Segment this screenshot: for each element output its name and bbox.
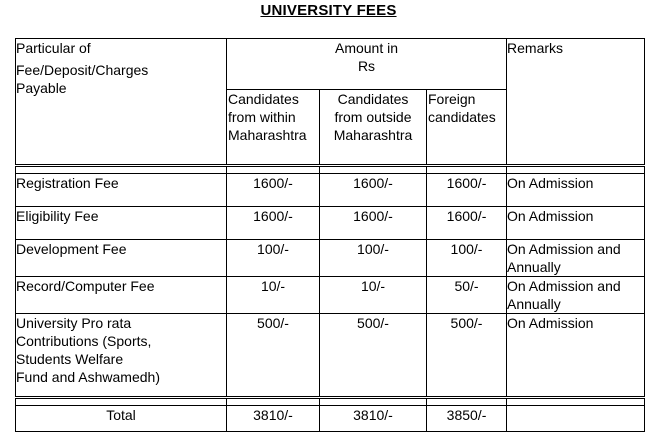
- outside-cell: 500/-: [320, 314, 427, 398]
- within-cell: 10/-: [227, 277, 320, 314]
- particular-line-3: Students Welfare: [16, 351, 124, 367]
- remarks-cell: [507, 240, 645, 277]
- remarks-cell: On Admission: [507, 314, 645, 398]
- total-label: Total: [16, 406, 227, 432]
- remarks-header: Remarks: [507, 39, 645, 166]
- particular-header-line-2: Fee/Deposit/Charges: [16, 62, 149, 78]
- remarks-line-1: On Admission and: [507, 241, 621, 257]
- within-cell: 100/-: [227, 240, 320, 277]
- foreign-header-line-2: candidates: [428, 109, 496, 125]
- foreign-cell: 100/-: [427, 240, 507, 277]
- amount-header-line-2: Rs: [357, 58, 376, 74]
- total-outside: 3810/-: [320, 406, 427, 432]
- foreign-header-line-1: Foreign: [428, 91, 476, 107]
- total-remarks-cell: [507, 406, 645, 432]
- particular-cell: [16, 314, 227, 398]
- particular-header-line-1: Particular of: [16, 40, 91, 56]
- outside-header-line-1: Candidates: [337, 91, 409, 107]
- outside-header-line-2: from outside: [334, 109, 412, 125]
- amount-header-line-1: Amount in: [334, 40, 399, 56]
- within-header: [227, 90, 320, 166]
- table-row: [16, 174, 645, 207]
- foreign-cell: 1600/-: [427, 174, 507, 207]
- particular-cell: Record/Computer Fee: [16, 277, 227, 314]
- total-foreign: 3850/-: [427, 406, 507, 432]
- within-cell: 1600/-: [227, 174, 320, 207]
- particular-line-4: Fund and Ashwamedh): [16, 369, 160, 385]
- remarks-cell: On Admission: [507, 207, 645, 240]
- particular-line-2: Contributions (Sports,: [16, 333, 152, 349]
- within-cell: 1600/-: [227, 207, 320, 240]
- within-header-line-2: from within: [228, 109, 296, 125]
- remarks-line-2: Annually: [507, 296, 561, 312]
- outside-cell: 1600/-: [320, 174, 427, 207]
- total-within: 3810/-: [227, 406, 320, 432]
- particular-header: [16, 39, 227, 166]
- header-row: [16, 39, 645, 90]
- total-row: [16, 406, 645, 432]
- within-header-line-3: Maharashtra: [228, 127, 307, 143]
- outside-header-line-3: Maharashtra: [333, 127, 413, 143]
- table-row: [16, 277, 645, 314]
- outside-cell: 100/-: [320, 240, 427, 277]
- particular-cell: Eligibility Fee: [16, 207, 227, 240]
- gap-row: [16, 166, 645, 174]
- particular-cell: Registration Fee: [16, 174, 227, 207]
- foreign-cell: 500/-: [427, 314, 507, 398]
- remarks-line-1: On Admission and: [507, 278, 621, 294]
- particular-header-line-3: Payable: [16, 80, 67, 96]
- foreign-cell: 50/-: [427, 277, 507, 314]
- remarks-cell: [507, 277, 645, 314]
- foreign-header: [427, 90, 507, 166]
- outside-cell: 10/-: [320, 277, 427, 314]
- amount-header: [227, 39, 507, 90]
- table-row: [16, 314, 645, 398]
- particular-cell: Development Fee: [16, 240, 227, 277]
- gap-row: [16, 398, 645, 406]
- table-row: [16, 240, 645, 277]
- remarks-cell: On Admission: [507, 174, 645, 207]
- fees-table: [15, 38, 645, 432]
- outside-header: [320, 90, 427, 166]
- outside-cell: 1600/-: [320, 207, 427, 240]
- table-row: [16, 207, 645, 240]
- within-cell: 500/-: [227, 314, 320, 398]
- particular-line-1: University Pro rata: [16, 315, 132, 331]
- within-header-line-1: Candidates: [228, 91, 299, 107]
- foreign-cell: 1600/-: [427, 207, 507, 240]
- remarks-line-2: Annually: [507, 259, 561, 275]
- page-title: UNIVERSITY FEES: [260, 2, 397, 19]
